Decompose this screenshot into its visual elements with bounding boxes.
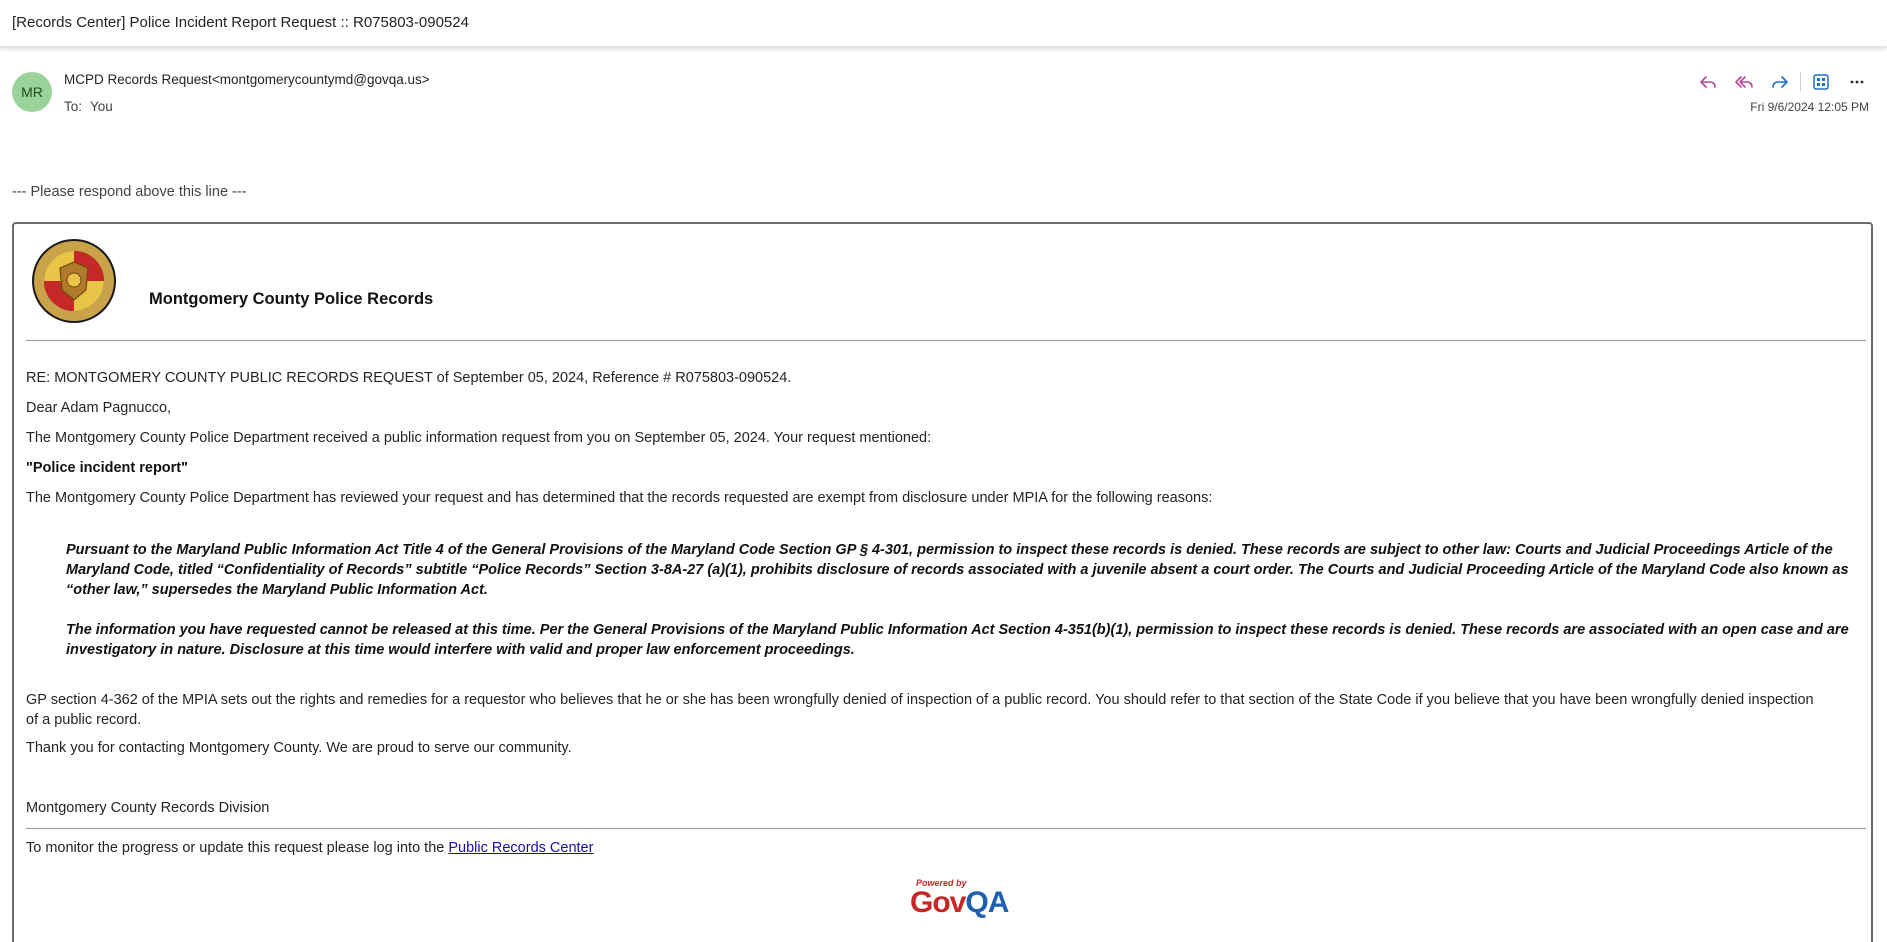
reply-button[interactable] — [1690, 68, 1726, 96]
more-options-button[interactable] — [1839, 68, 1875, 96]
powered-by-label: Powered by — [916, 878, 967, 888]
reviewed-text: The Montgomery County Police Department has reviewed your request and has determined that the records requested are exempt from disclosure under MPIA for the following reasons: — [26, 490, 1213, 506]
public-records-center-link[interactable]: Public Records Center — [448, 840, 594, 856]
action-divider — [1800, 72, 1801, 92]
forward-icon — [1770, 72, 1790, 92]
govqa-logo[interactable] — [896, 878, 1009, 919]
sender-header — [0, 56, 1887, 126]
rights-text: GP section 4-362 of the MPIA sets out the rights and remedies for a requestor who believes that he or she has been wrongfully denied of inspection of a public record. You should refer to that section of the State Code if you believe that you have been wrongfully denied inspection of a public record. — [26, 692, 1814, 728]
email-subject: [Records Center] Police Incident Report Request :: R075803-090524 — [12, 14, 469, 31]
logo-gov: Gov — [910, 886, 966, 919]
to-value[interactable]: You — [90, 99, 113, 114]
apps-button[interactable] — [1803, 68, 1839, 96]
message-actions — [1690, 68, 1875, 96]
recipient-line — [64, 99, 113, 114]
monitor-text: To monitor the progress or update this request please log into the — [26, 840, 449, 856]
forward-button[interactable] — [1762, 68, 1798, 96]
organization-name: Montgomery County Police Records — [149, 290, 434, 308]
reply-all-button[interactable] — [1726, 68, 1762, 96]
exemption-reason-1: Pursuant to the Maryland Public Information Act Title 4 of the General Provisions of the Maryland Code Section GP § 4-301, permission to inspect these records is denied. These records are subject to other law: Courts and Judicial Proceedings Article of the Maryland Code, titled “Confidentiality of Records” subtitle “Police Records” Section 3-8A-27 (a)(1), prohibits disclosure of records associated with a juvenile absent a court order. The Courts and Judicial Proceeding Article of the Maryland Code also known as “other law,” supersedes the Maryland Public Information Act. — [66, 542, 1849, 598]
email-body-card — [12, 222, 1873, 942]
exemption-reason-2: The information you have requested cannot be released at this time. Per the General Provisions of the Maryland Public Information Act Section 4-351(b)(1), permission to inspect these records is denied. These records are associated with an open case and are investigatory in nature. Disclosure at this time would interfere with valid and proper law enforcement proceedings. — [66, 622, 1849, 658]
subject-bar — [0, 0, 1887, 47]
footer-divider — [26, 828, 1866, 829]
govqa-wordmark — [910, 886, 1008, 920]
avatar[interactable]: MR — [12, 72, 52, 112]
police-seal-logo — [31, 238, 117, 324]
thanks-text: Thank you for contacting Montgomery County. We are proud to serve our community. — [26, 740, 572, 756]
message-date: Fri 9/6/2024 12:05 PM — [1750, 100, 1869, 114]
monitor-line — [26, 840, 593, 856]
to-label: To: — [64, 99, 83, 114]
respond-above-line: --- Please respond above this line --- — [12, 184, 247, 200]
signature: Montgomery County Records Division — [26, 800, 270, 816]
apps-icon — [1811, 72, 1831, 92]
more-icon — [1847, 72, 1867, 92]
reply-all-icon — [1734, 72, 1754, 92]
re-line: RE: MONTGOMERY COUNTY PUBLIC RECORDS REQUEST of September 05, 2024, Reference # R075803-090524. — [26, 370, 792, 386]
greeting: Dear Adam Pagnucco, — [26, 400, 172, 416]
sender-line[interactable] — [64, 72, 430, 87]
header-divider — [26, 340, 1866, 341]
received-text: The Montgomery County Police Department received a public information request from you on September 05, 2024. Your request mentioned: — [26, 430, 932, 446]
reply-icon — [1698, 72, 1718, 92]
sender-name[interactable]: MCPD Records Request — [64, 72, 212, 87]
logo-qa: QA — [965, 886, 1009, 919]
sender-email[interactable]: <montgomerycountymd@govqa.us> — [211, 72, 430, 87]
request-quote: "Police incident report" — [26, 460, 188, 476]
